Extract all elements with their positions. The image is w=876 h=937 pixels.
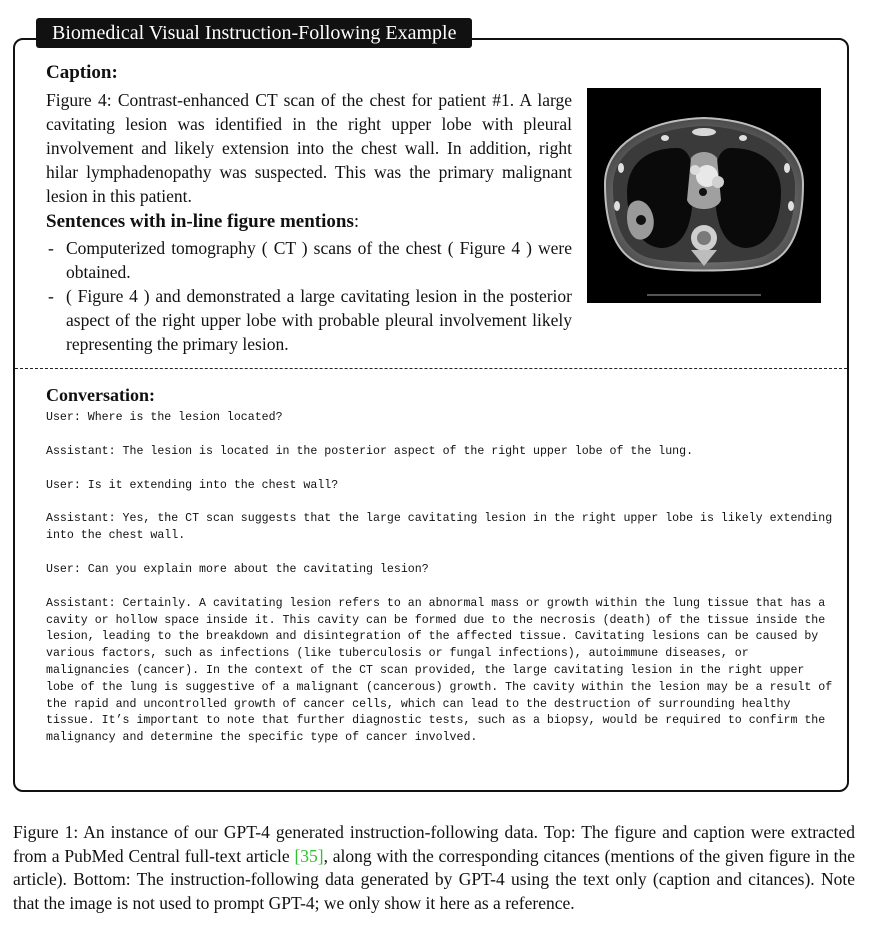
example-title: Biomedical Visual Instruction-Following Example (36, 18, 472, 48)
figure-caption (13, 821, 855, 915)
ct-scan-drawing (587, 88, 821, 303)
conversation-turn: User: Can you explain more about the cavitating lesion? (46, 562, 429, 576)
conversation-turn: Assistant: Yes, the CT scan suggests that the large cavitating lesion in the right upper lobe is likely extending into the chest wall. (46, 512, 840, 543)
figure-caption-text-end: , along with the corresponding citances (mentions of the given figure in the article). Bottom: The instruction-following data generated by GPT-4 using the text only (caption and citances). Note that the image is not used to prompt GPT-4; we only show it here as a reference. (13, 845, 855, 913)
citation-link[interactable]: [35] (294, 845, 324, 866)
conversation-turn: Assistant: The lesion is located in the posterior aspect of the right upper lobe of the lung. (46, 444, 694, 458)
mention-item: - ( Figure 4 ) and demonstrated a large cavitating lesion in the posterior aspect of the right upper lobe with probable pleural involvement likely representing the primary lesion. (48, 286, 572, 354)
mentions-list (46, 236, 572, 356)
mentions-heading-colon: : (353, 211, 360, 232)
mentions-heading-label: Sentences with in-line figure mentions (46, 211, 354, 232)
section-divider (15, 368, 847, 369)
conversation (46, 410, 840, 764)
conversation-turn: User: Where is the lesion located? (46, 411, 283, 424)
mention-text: Computerized tomography ( CT ) scans of the chest ( Figure 4 ) were obtained. (66, 238, 572, 282)
caption-text: Figure 4: Contrast-enhanced CT scan of the chest for patient #1. A large cavitating lesion was identified in the right upper lobe with pleural involvement and likely extension into the chest wall. In addition, right hilar lymphadenopathy was suspected. This was the primary malignant lesion in this patient. (46, 90, 572, 206)
conversation-heading: Conversation: (46, 385, 155, 405)
mention-item: - Computerized tomography ( CT ) scans of the chest ( Figure 4 ) were obtained. (48, 238, 572, 282)
figure-caption-text: Figure 1: An instance of our GPT-4 generated instruction-following data. Top: The figure and caption were extracted from a PubMed Central full-text article (13, 822, 855, 866)
caption-heading: Caption: (46, 62, 118, 83)
conversation-turn: User: Is it extending into the chest wall? (46, 478, 339, 492)
mention-text: ( Figure 4 ) and demonstrated a large cavitating lesion in the posterior aspect of the right upper lobe with probable pleural involvement likely representing the primary lesion. (66, 286, 572, 354)
mentions-heading (46, 211, 359, 233)
ct-scan-image (587, 88, 821, 303)
conversation-turn: Assistant: Certainly. A cavitating lesion refers to an abnormal mass or growth within the lung tissue that has a cavity or hollow space inside it. This cavity can be formed due to the necrosis (death) of the tissue inside the lesion, leading to the breakdown and disintegration of the affected tissue. Cavitating lesions can be caused by various factors, such as infections (like tuberculosis or fungal infections), autoimmune diseases, or malignancies (cancer). In the context of the CT scan provided, the large cavitating lesion in the right upper lobe of the lung is suggestive of a malignant (cancerous) growth. The cavity within the lesion may be a result of the rapid and uncontrolled growth of cancer cells, which can lead to the destruction of surrounding healthy tissue. It’s important to note that further diagnostic tests, such as a biopsy, would be required to confirm the malignancy and determine the specific type of cancer involved. (46, 596, 840, 745)
